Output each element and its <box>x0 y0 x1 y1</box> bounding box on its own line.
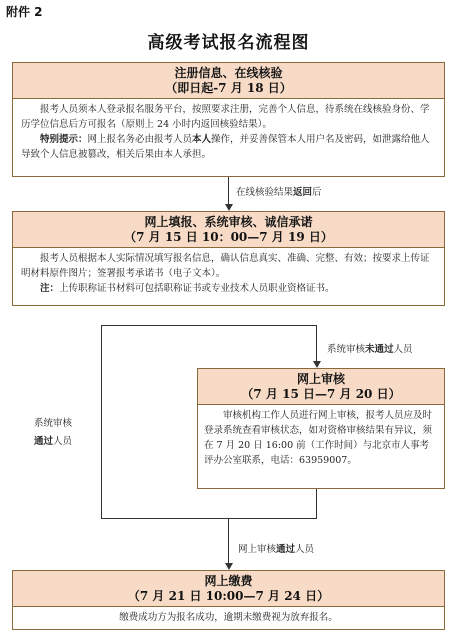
step-fill-text: 报考人员根据本人实际情况填写报名信息，确认信息真实、准确、完整、有效；按要求上传证明材料原件图片；签署报考承诺书（电子文本）。 <box>21 253 430 279</box>
page-title: 高级考试报名流程图 <box>147 33 310 53</box>
step-review-down <box>316 489 317 519</box>
step-payment-header <box>13 571 444 607</box>
step-review-body <box>198 405 444 471</box>
step-payment-body <box>13 607 444 628</box>
step-fill-header <box>13 212 444 248</box>
step-review-box <box>197 368 445 489</box>
step-fill-box <box>12 211 445 306</box>
step-payment-box <box>12 570 445 630</box>
step-review-header <box>198 369 444 405</box>
step-register-title: 注册信息、在线核验 <box>174 66 283 80</box>
step-fill-title: 网上填报、系统审核、诚信承诺 <box>144 215 313 229</box>
step-register-box <box>12 62 445 177</box>
step-register-header <box>13 63 444 99</box>
tip-text-bold: 本人 <box>192 134 212 145</box>
annex-label: 附件 2 <box>6 5 43 19</box>
step-fill-note <box>21 281 436 296</box>
step-review-title: 网上审核 <box>296 372 345 386</box>
step-review-date: （7 月 15 日—7 月 20 日） <box>241 387 401 401</box>
step-payment-date: （7 月 21 日 10:00—7 月 24 日） <box>127 589 330 603</box>
step-review-text: 审核机构工作人员进行网上审核，报考人员应及时登录系统查看审核状态，如对资格审核结果有异议，须在 7 月 20 日 16:00 前（工作时间）与北京市人事考评办公室联系，电话：63959007。 <box>204 410 433 466</box>
arrow-3-line <box>228 518 229 564</box>
arrow-1-line <box>228 177 229 205</box>
tip-text-pre: 网上报名务必由报考人员 <box>87 134 193 145</box>
branch-left-bottom <box>101 518 316 519</box>
step-fill-date: （7 月 15 日 10：00—7 月 19 日） <box>124 230 333 244</box>
branch-right-head <box>313 361 321 368</box>
note-label: 注： <box>40 283 60 294</box>
branch-left-vertical <box>101 325 102 518</box>
arrow-1-head <box>225 204 233 211</box>
tip-text-post: 操作，并妥善保管本人用户名及密码，如泄露给他人导致个人信息被篡改，相关后果由本人承担。 <box>21 134 430 160</box>
step-register-date: （即日起-7 月 18 日） <box>165 81 292 95</box>
arrow-1-label: 在线核验结果返回后 <box>236 187 322 198</box>
step-register-text: 报考人员须本人登录报名服务平台，按照要求注册，完善个人信息，待系统在线核验身份、学历学位信息后方可报名（原则上 24 小时内返回核验结果）。 <box>21 104 430 130</box>
step-fill-body <box>13 248 444 299</box>
branch-right-label: 系统审核未通过人员 <box>327 344 413 355</box>
branch-right-vertical <box>316 325 317 363</box>
arrow-3-head <box>225 563 233 570</box>
tip-label: 特别提示： <box>40 134 88 145</box>
note-text: 上传职称证书材料可包括职称证书或专业技术人员职业资格证书。 <box>59 283 335 294</box>
step-payment-text: 缴费成功方为报名成功，逾期未缴费视为放弃报名。 <box>119 612 338 623</box>
step-register-tip <box>21 132 436 162</box>
branch-left-top <box>101 325 317 326</box>
arrow-3-label: 网上审核通过人员 <box>238 544 315 555</box>
step-register-body <box>13 99 444 165</box>
branch-left-label: 系统审核 通过人员 <box>34 418 73 447</box>
step-payment-title: 网上缴费 <box>204 574 253 588</box>
